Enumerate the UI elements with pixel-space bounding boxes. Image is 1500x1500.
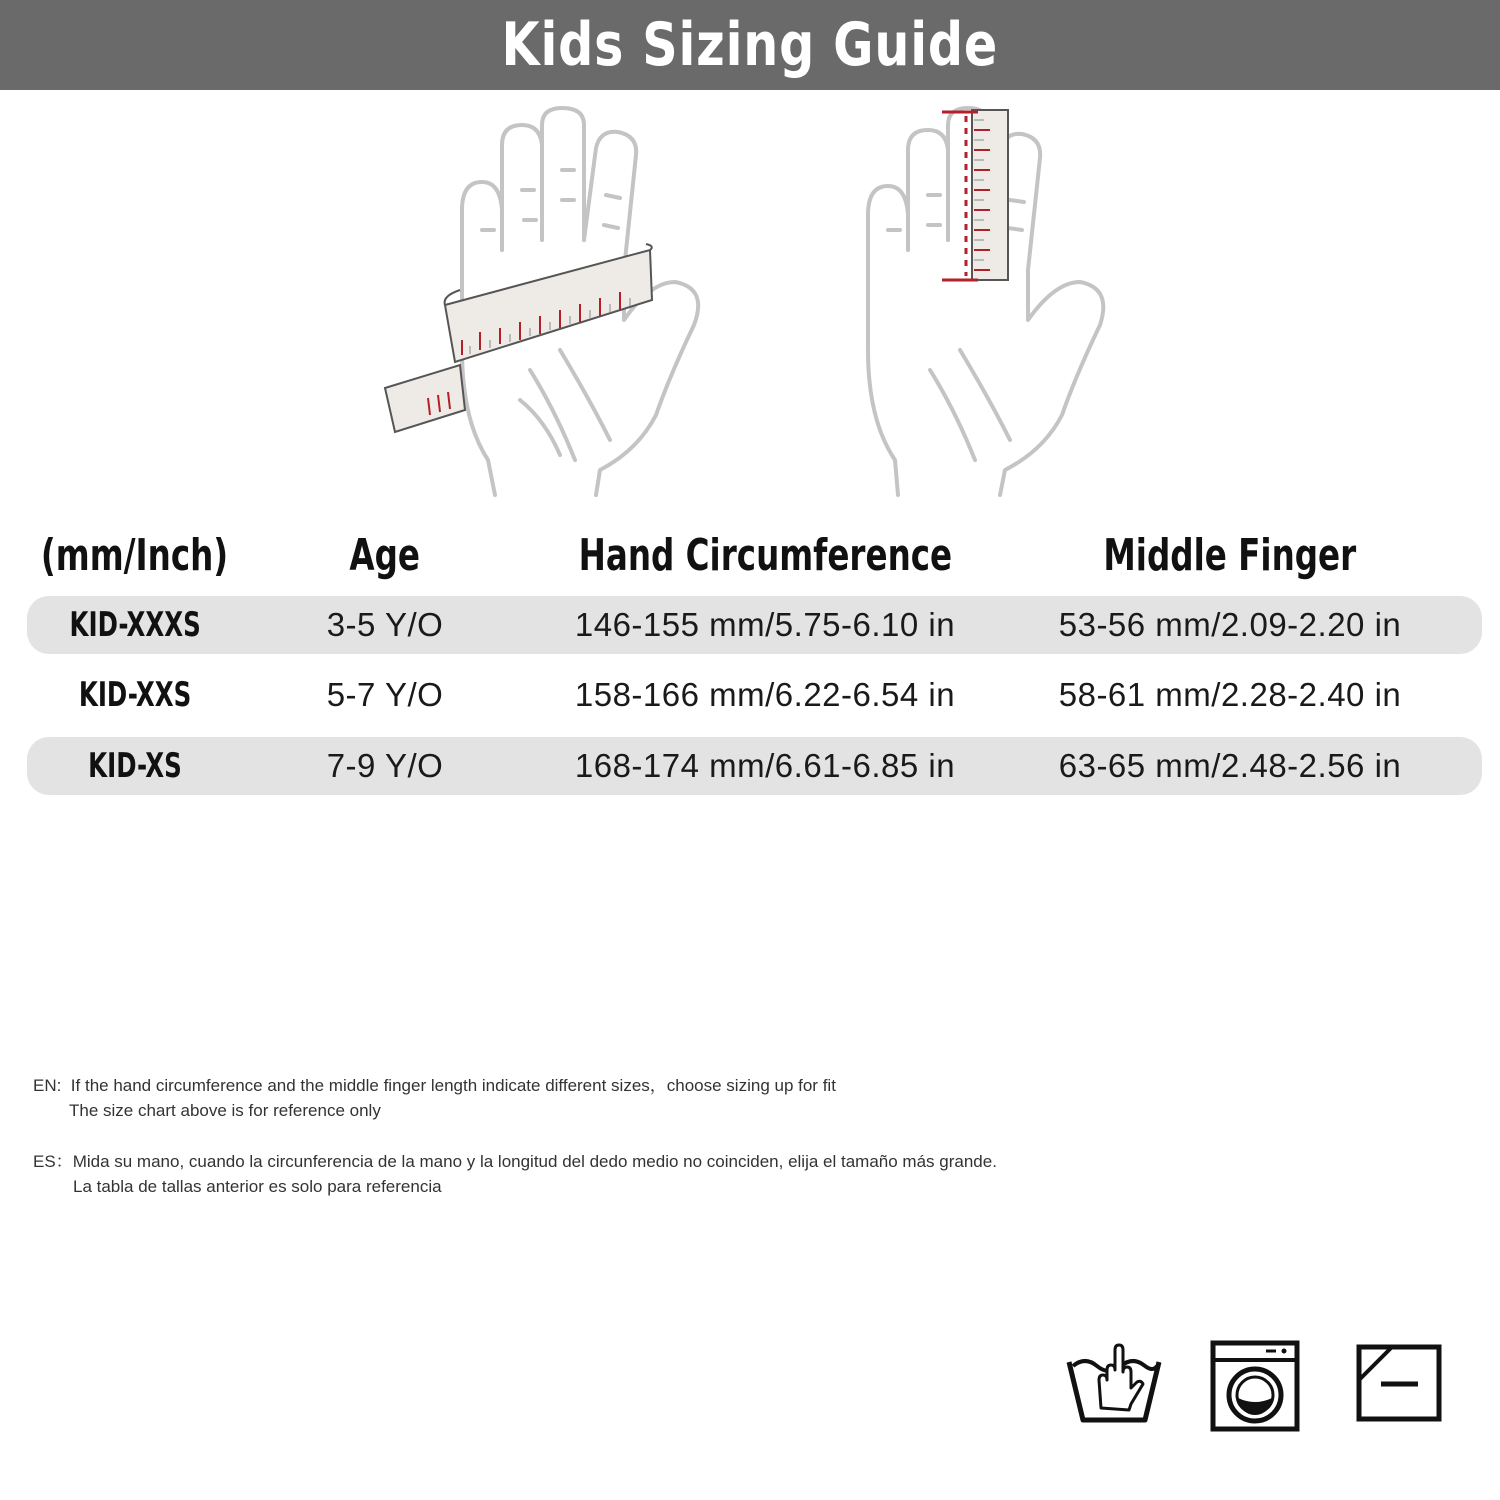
page-title: Kids Sizing Guide xyxy=(501,10,999,80)
hand-cell: 168-174 mm/6.61-6.85 in xyxy=(574,747,956,784)
table-row xyxy=(27,666,1482,724)
age-cell: 3-5 Y/O xyxy=(326,606,444,643)
finger-cell: 58-61 mm/2.28-2.40 in xyxy=(1058,676,1402,713)
header-unit: (mm/Inch) xyxy=(41,529,229,581)
note-en-line1: If the hand circumference and the middle finger length indicate different sizes，choose sizing up for fit xyxy=(70,1076,836,1095)
header-middle-finger: Middle Finger xyxy=(1103,529,1357,581)
table-header xyxy=(0,520,1500,590)
size-cell: KID-XXXS xyxy=(69,605,201,645)
dry-flat-icon xyxy=(1356,1340,1442,1422)
hand-wash-icon xyxy=(1065,1340,1163,1426)
size-cell: KID-XS xyxy=(88,746,182,786)
table-row xyxy=(27,596,1482,654)
machine-wash-icon xyxy=(1210,1340,1300,1432)
finger-cell: 53-56 mm/2.09-2.20 in xyxy=(1058,606,1402,643)
note-en-line2: The size chart above is for reference only xyxy=(69,1101,381,1120)
note-es-line1: Mida su mano, cuando la circunferencia de la mano y la longitud del dedo medio no coinciden, elija el tamaño más grande. xyxy=(72,1152,997,1171)
note-es xyxy=(33,1149,997,1199)
hand-cell: 158-166 mm/6.22-6.54 in xyxy=(574,676,956,713)
table-row xyxy=(27,737,1482,795)
note-en-label: EN: xyxy=(33,1076,62,1095)
age-cell: 7-9 Y/O xyxy=(326,747,444,784)
header-age: Age xyxy=(349,529,421,581)
hand-circumference-measure-icon xyxy=(370,100,730,500)
finger-cell: 63-65 mm/2.48-2.56 in xyxy=(1058,747,1402,784)
header-bar xyxy=(0,0,1500,90)
middle-finger-measure-icon xyxy=(850,100,1130,500)
hand-cell: 146-155 mm/5.75-6.10 in xyxy=(574,606,956,643)
size-cell: KID-XXS xyxy=(78,675,192,715)
note-en xyxy=(33,1073,836,1123)
note-es-label: ES： xyxy=(33,1152,73,1171)
header-hand-circumference: Hand Circumference xyxy=(578,529,952,581)
note-es-line2: La tabla de tallas anterior es solo para referencia xyxy=(73,1177,442,1196)
age-cell: 5-7 Y/O xyxy=(326,676,444,713)
